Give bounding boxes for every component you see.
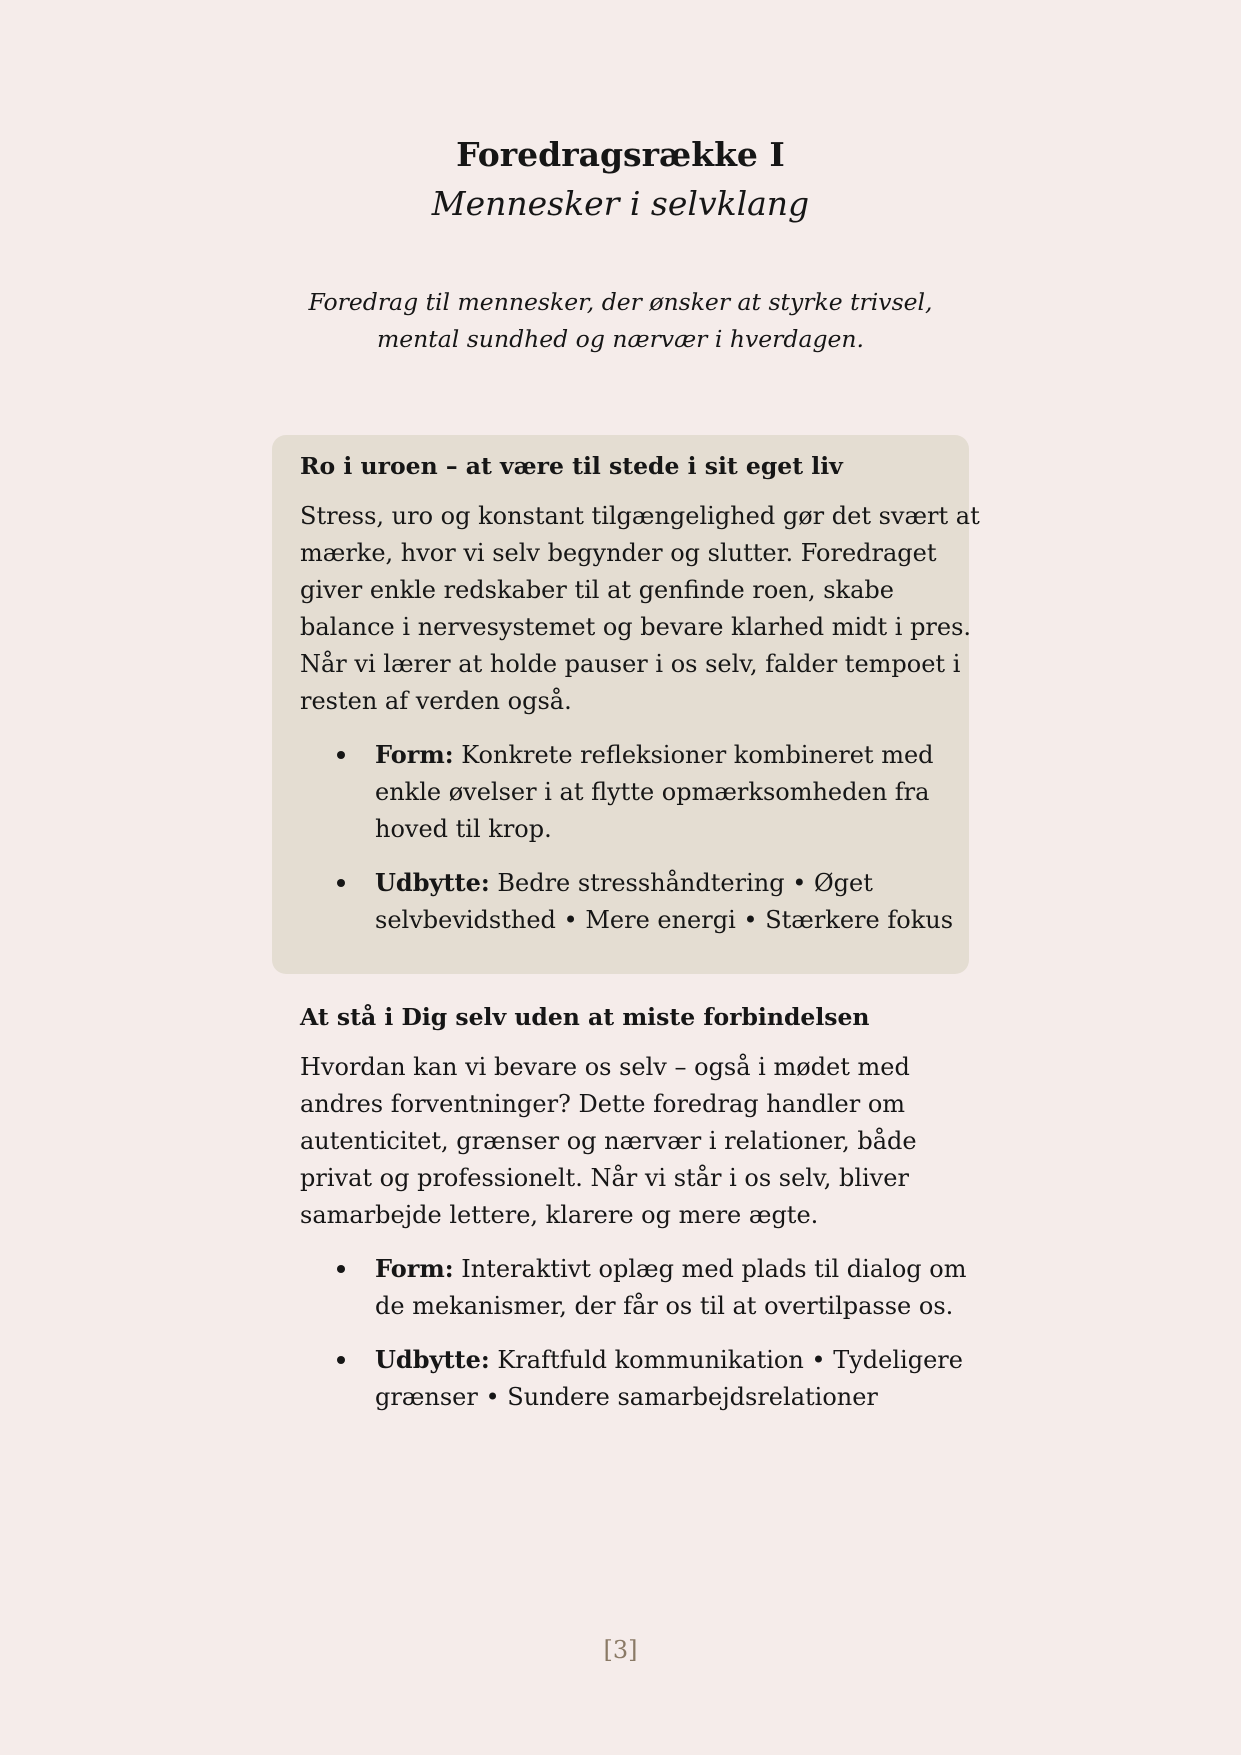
bullet-text: Kraftfuld kommunikation • Tydeligere bbox=[489, 1346, 963, 1374]
page-number: [3] bbox=[603, 1636, 638, 1664]
page-subtitle: Mennesker i selvklang bbox=[431, 184, 810, 223]
paragraph-line: giver enkle redskaber til at genfinde roen, skabe bbox=[300, 576, 894, 604]
bullet-line bbox=[375, 864, 941, 902]
talk-section-ro-i-uroen bbox=[272, 435, 980, 974]
section-heading: At stå i Dig selv uden at miste forbindelsen bbox=[300, 1003, 870, 1031]
bullet-line: grænser • Sundere samarbejdsrelationer bbox=[375, 1383, 878, 1411]
bullet-line: selvbevidsthed • Mere energi • Stærkere fokus bbox=[375, 906, 954, 934]
bullet-line bbox=[375, 736, 941, 774]
bullet-label: Form: bbox=[375, 740, 454, 769]
paragraph-line: Når vi lærer at holde pauser i os selv, falder tempoet i bbox=[300, 650, 961, 678]
intro-line: mental sundhed og nærvær i hverdagen. bbox=[376, 325, 865, 353]
bullet-line: hoved til krop. bbox=[375, 815, 552, 843]
section-paragraph bbox=[300, 1049, 941, 1234]
paragraph-line: andres forventninger? Dette foredrag handler om bbox=[300, 1090, 906, 1118]
bullet-item-udbytte bbox=[300, 864, 954, 939]
bullet-text: Bedre stresshåndtering • Øget bbox=[489, 869, 873, 897]
bullet-text: Interaktivt oplæg med plads til dialog om bbox=[453, 1255, 967, 1283]
bullet-line bbox=[375, 1250, 967, 1288]
bullet-list bbox=[300, 736, 954, 939]
paragraph-line: Stress, uro og konstant tilgængelighed gør det svært at bbox=[300, 502, 980, 530]
bullet-line: de mekanismer, der får os til at overtilpasse os. bbox=[375, 1292, 954, 1320]
bullet-list bbox=[300, 1250, 967, 1416]
intro-line: Foredrag til mennesker, der ønsker at styrke trivsel, bbox=[308, 288, 933, 316]
bullet-dot-icon bbox=[337, 1265, 345, 1273]
bullet-item-udbytte bbox=[300, 1341, 963, 1416]
paragraph-line: resten af verden også. bbox=[300, 687, 572, 715]
bullet-item-form bbox=[300, 1250, 967, 1325]
paragraph-line: autenticitet, grænser og nærvær i relationer, både bbox=[300, 1127, 917, 1155]
paragraph-line: Hvordan kan vi bevare os selv – også i mødet med bbox=[300, 1053, 910, 1081]
paragraph-line: samarbejde lettere, klarere og mere ægte. bbox=[300, 1201, 819, 1229]
bullet-label: Udbytte: bbox=[375, 868, 490, 897]
bullet-dot-icon bbox=[337, 751, 345, 759]
bullet-dot-icon bbox=[337, 1356, 345, 1364]
paragraph-line: privat og professionelt. Når vi står i os selv, bliver bbox=[300, 1164, 909, 1192]
talk-section-at-staa-i-dig-selv bbox=[272, 986, 969, 1432]
bullet-dot-icon bbox=[337, 879, 345, 887]
bullet-label: Udbytte: bbox=[375, 1345, 490, 1374]
paragraph-line: mærke, hvor vi selv begynder og slutter. Foredraget bbox=[300, 539, 937, 567]
section-paragraph bbox=[300, 498, 980, 720]
bullet-line bbox=[375, 1341, 963, 1379]
paragraph-line: balance i nervesystemet og bevare klarhed midt i pres. bbox=[300, 613, 972, 641]
intro-text bbox=[0, 284, 1241, 358]
section-heading: Ro i uroen – at være til stede i sit eget liv bbox=[300, 452, 843, 480]
bullet-label: Form: bbox=[375, 1254, 454, 1283]
bullet-text: Konkrete refleksioner kombineret med bbox=[453, 741, 934, 769]
bullet-item-form bbox=[300, 736, 941, 848]
page-title: Foredragsrække I bbox=[456, 135, 785, 174]
bullet-line: enkle øvelser i at flytte opmærksomheden fra bbox=[375, 778, 930, 806]
